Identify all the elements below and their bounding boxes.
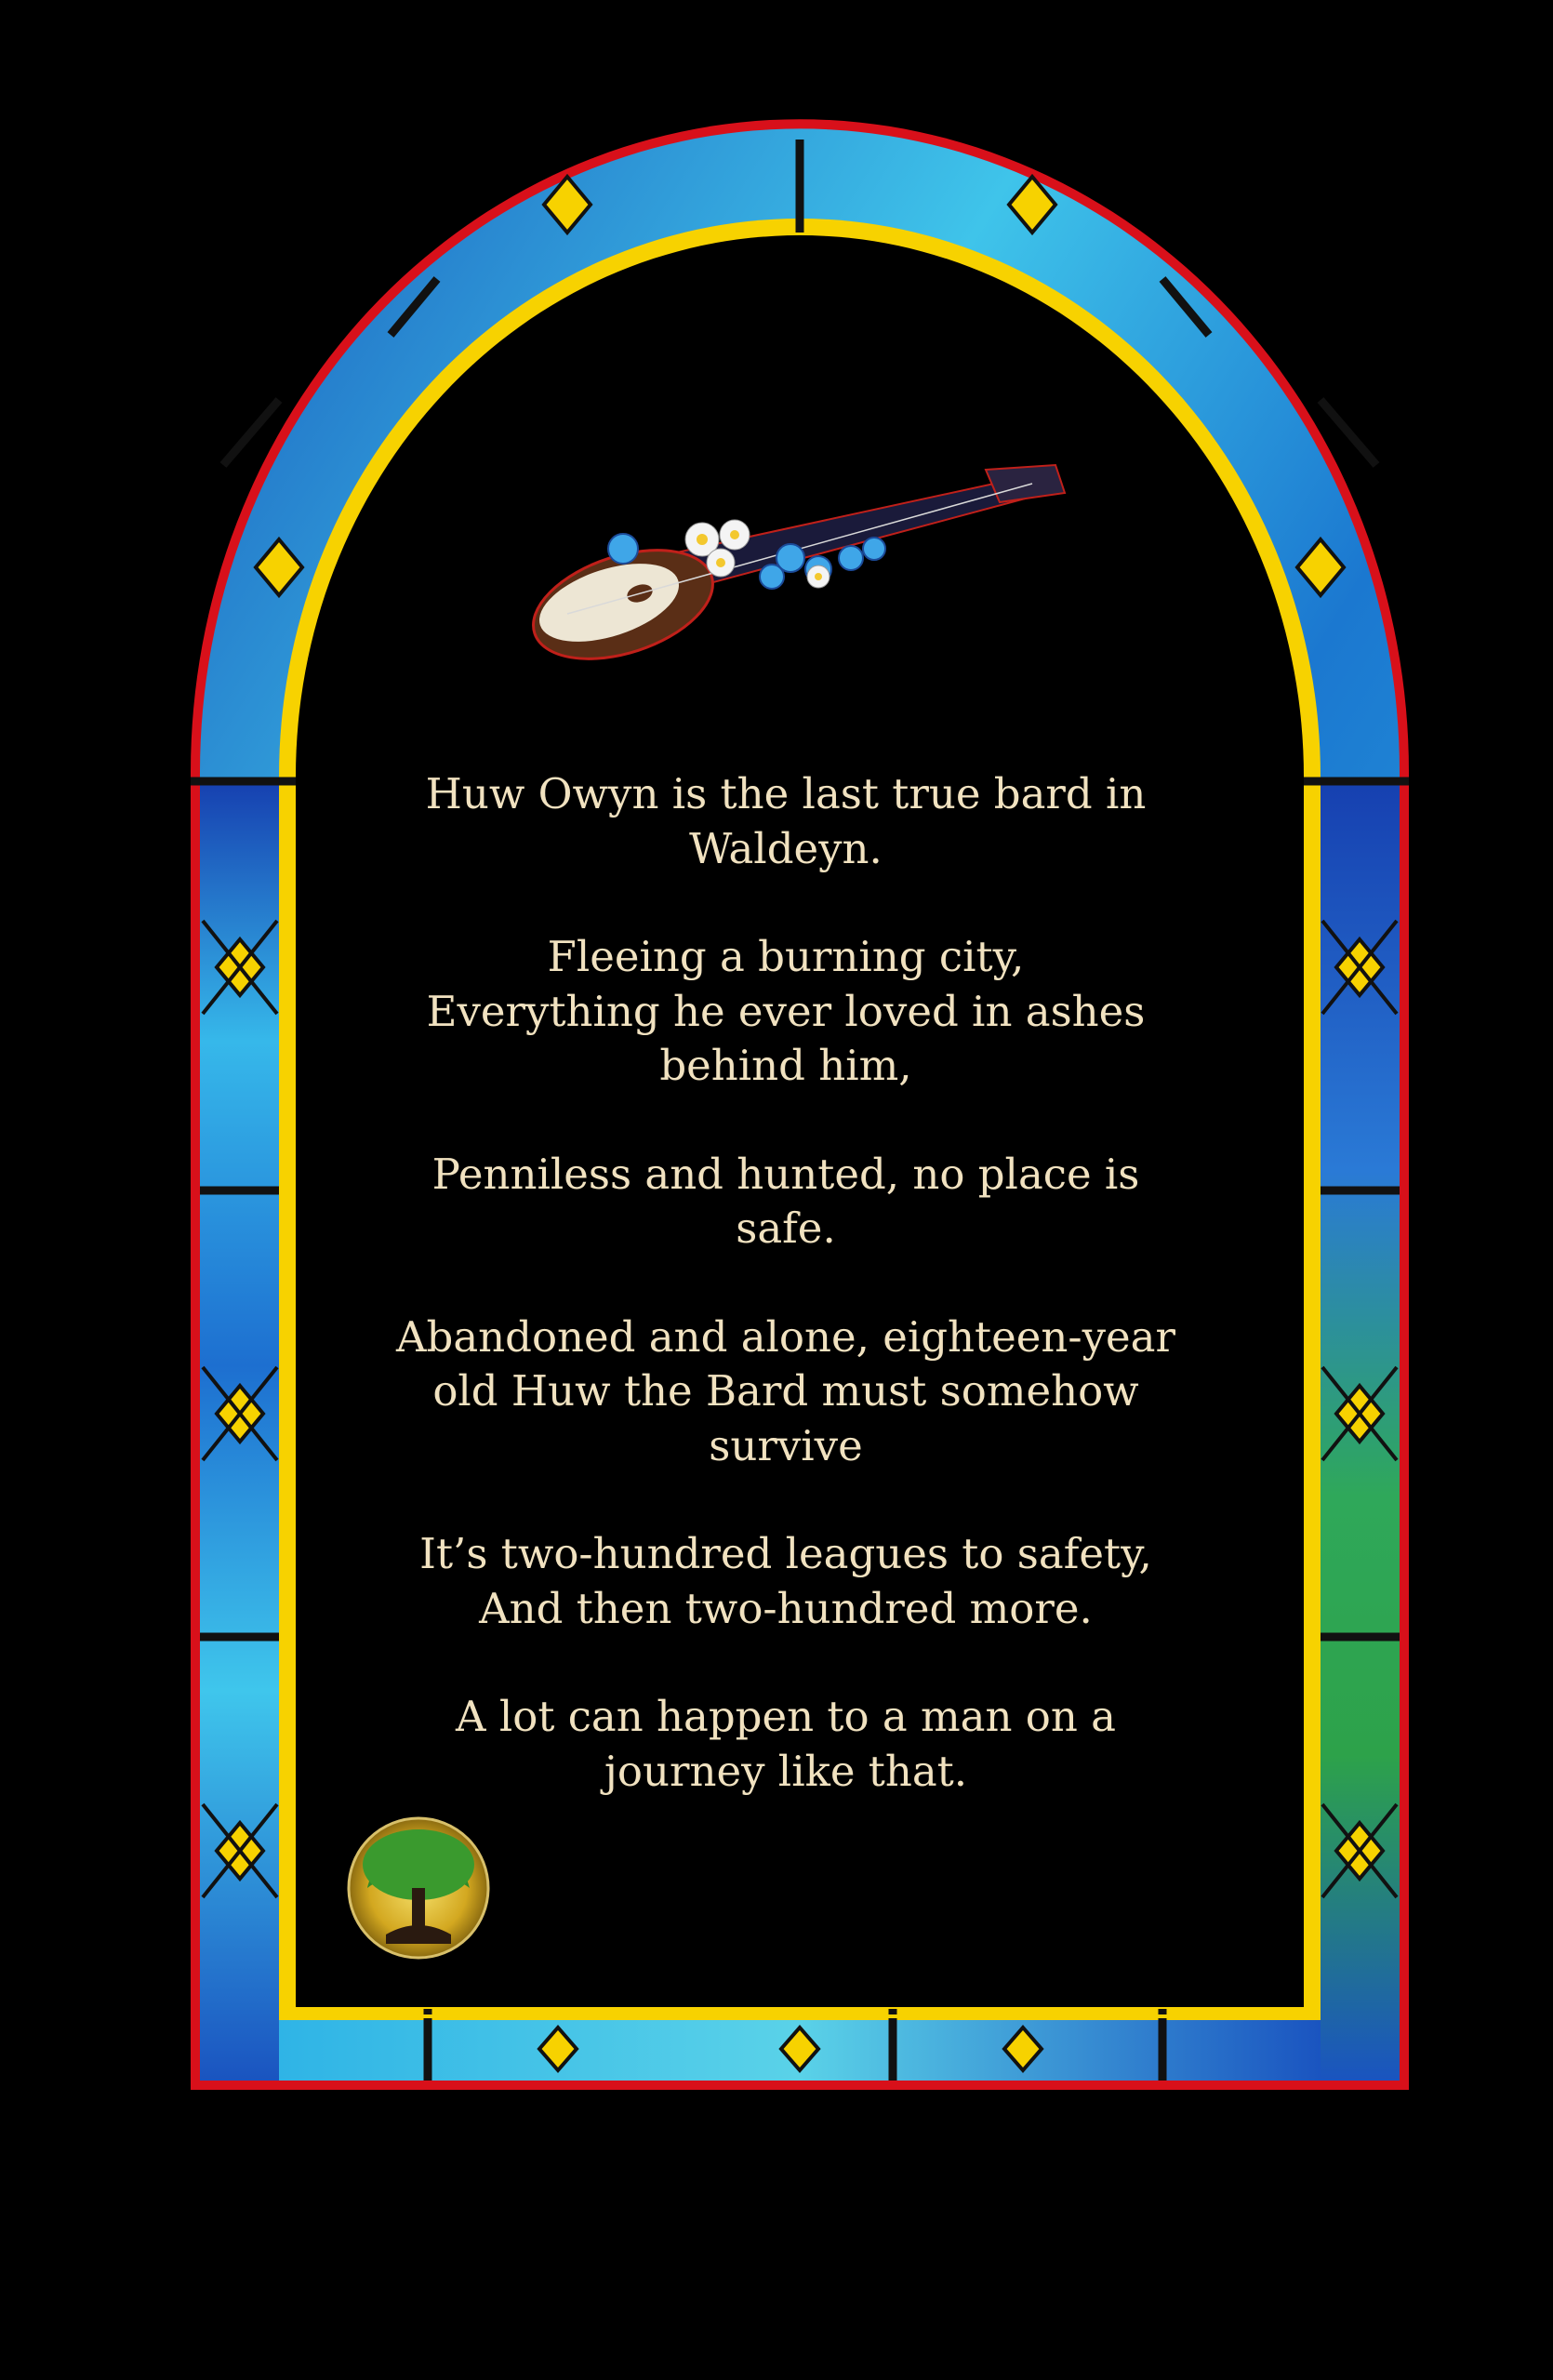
blurb-line: Everything he ever loved in ashes behind him, [426,986,1146,1090]
blurb-line: Fleeing a burning city, [547,932,1025,981]
blurb-paragraph-4: Abandoned and alone, eighteen-year old Huw the Bard must somehow survive [396,1311,1175,1470]
blurb-paragraph-5 [377,1527,1195,1636]
blurb-line: And then two-hundred more. [479,1583,1093,1633]
blurb-paragraph-1: Huw Owyn is the last true bard in Waldeyn. [425,769,1147,873]
back-cover-blurb [377,767,1195,1853]
blurb-paragraph-3: Penniless and hunted, no place is safe. [431,1149,1140,1253]
bottom-red-bar [191,2081,1409,2090]
blurb-paragraph-2 [377,930,1195,1094]
blurb-paragraph-6: A lot can happen to a man on a journey like that. [456,1692,1116,1796]
blurb-line: It’s two-hundred leagues to safety, [419,1529,1152,1578]
